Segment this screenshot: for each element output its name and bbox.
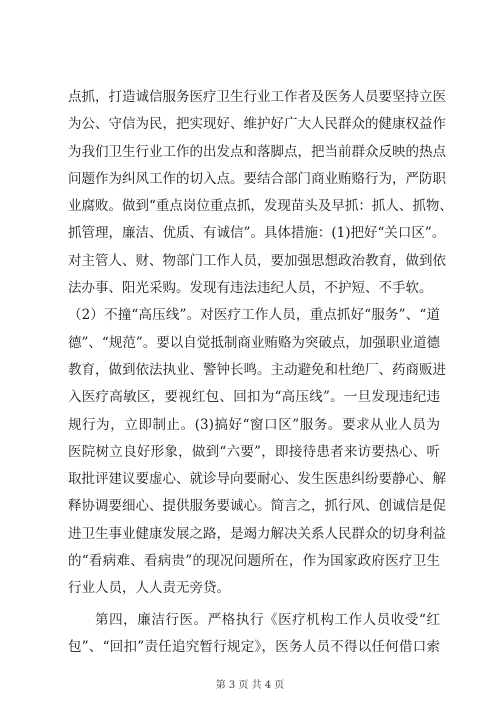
document-body <box>68 84 453 661</box>
text-line: 医院树立良好形象，做到“六要”，即接待患者来访要热心、听 <box>68 443 440 460</box>
text-line: 包”、“回扣”责任追究暂行规定》，医务人员不得以任何借口索 <box>68 638 440 655</box>
text-line: 进卫生事业健康发展之路，是竭力解决关系人民群众的切身利益 <box>68 525 446 542</box>
page-footer: 第 3 页 共 4 页 <box>215 680 285 691</box>
text-line: 入医疗高敏区，要视红包、回扣为“高压线”。一旦发现违纪违 <box>68 389 440 406</box>
text-line: 行业人员，人人责无旁贷。 <box>68 580 230 597</box>
text-line: 点抓，打造诚信服务医疗卫生行业工作者及医务人员要坚持立医 <box>68 89 446 105</box>
text-line: 问题作为纠风工作的切入点。要结合部门商业贿赂行为，严防职 <box>68 170 446 187</box>
text-line: 法办事、阳光采购。发现有违法违纪人员，不护短、不手软。 <box>68 280 433 297</box>
text-line: 德”、“规范”。要以自觉抵制商业贿赂为突破点，加强职业道德 <box>68 334 440 351</box>
text-line: 释协调要细心、提供服务要诚心。简言之，抓行风、创诚信是促 <box>68 498 446 515</box>
text-line: 第四，廉洁行医。严格执行《医疗机构工作人员收受“红 <box>95 611 440 628</box>
text-line: 对主管人、财、物部门工作人员，要加强思想政治教育，做到依 <box>68 252 446 269</box>
text-line: 教育，做到依法执业、警钟长鸣。主动避免和杜绝厂、药商贩进 <box>68 361 446 378</box>
paragraph-1 <box>68 84 453 603</box>
text-line: 规行为，立即制止。(3)搞好“窗口区”服务。要求从业人员为 <box>68 416 440 433</box>
text-line: 为公、守信为民，把实现好、维护好广大人民群众的健康权益作 <box>68 116 446 133</box>
paragraph-2 <box>68 607 440 662</box>
text-line: 抓管理，廉洁、优质、有诚信”。具体措施：(1)把好“关口区”。 <box>68 225 446 242</box>
text-line: 取批评建议要虚心、就诊导向要耐心、发生医患纠纷要静心、解 <box>68 471 446 488</box>
text-line: 业腐败。做到“重点岗位重点抓，发现苗头及早抓：抓人、抓物、 <box>68 198 453 215</box>
text-line: （2）不撞“高压线”。对医疗工作人员，重点抓好“服务”、“道 <box>68 307 440 324</box>
text-line: 为我们卫生行业工作的出发点和落脚点，把当前群众反映的热点 <box>68 143 446 160</box>
text-line: 的“看病难、看病贵”的现况问题所在，作为国家政府医疗卫生 <box>68 553 440 570</box>
